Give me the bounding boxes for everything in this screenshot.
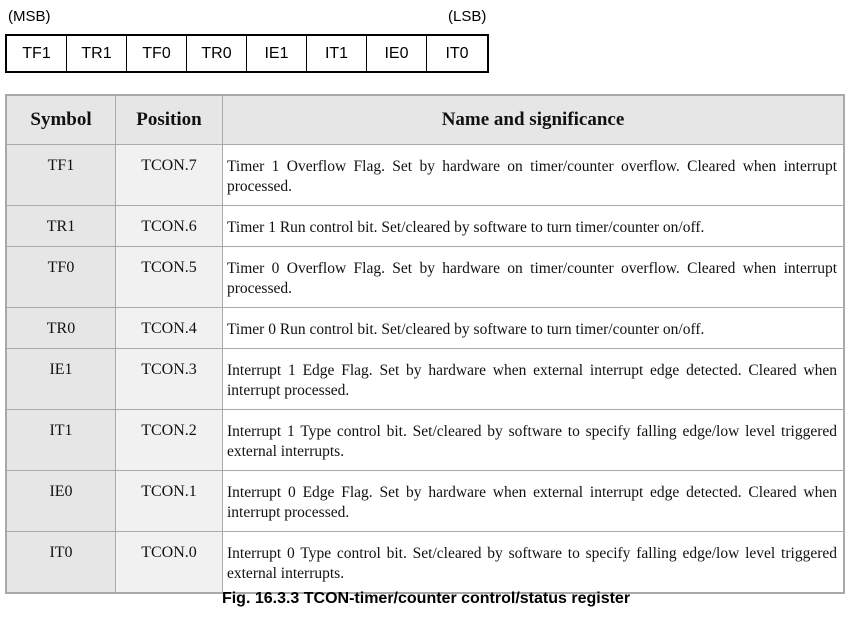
symbol-cell: IT0 <box>6 532 116 594</box>
table-row <box>6 206 844 247</box>
symbol-cell: IE0 <box>6 471 116 532</box>
bit-cell-it1: IT1 <box>307 36 367 71</box>
header-name-significance: Name and significance <box>223 95 845 145</box>
description-cell: Timer 0 Overflow Flag. Set by hardware on timer/counter overflow. Cleared when interrupt processed. <box>223 247 845 308</box>
symbol-cell: TR0 <box>6 308 116 349</box>
description-cell: Interrupt 1 Edge Flag. Set by hardware when external interrupt edge detected. Cleared when interrupt processed. <box>223 349 845 410</box>
tcon-bit-table <box>5 94 845 594</box>
position-cell: TCON.3 <box>116 349 223 410</box>
symbol-cell: TR1 <box>6 206 116 247</box>
table-header-row <box>6 95 844 145</box>
lsb-label: (LSB) <box>448 8 487 25</box>
symbol-cell: IE1 <box>6 349 116 410</box>
table-row <box>6 410 844 471</box>
header-symbol: Symbol <box>6 95 116 145</box>
position-cell: TCON.7 <box>116 145 223 206</box>
position-cell: TCON.0 <box>116 532 223 594</box>
position-cell: TCON.1 <box>116 471 223 532</box>
description-cell: Timer 0 Run control bit. Set/cleared by software to turn timer/counter on/off. <box>223 308 845 349</box>
description-cell: Interrupt 0 Type control bit. Set/cleared by software to specify falling edge/low level triggered external interrupts. <box>223 532 845 594</box>
bit-cell-ie1: IE1 <box>247 36 307 71</box>
bit-cell-it0: IT0 <box>445 44 469 62</box>
bit-cell-tf0: TF0 <box>127 36 187 71</box>
bit-cell-tr1: TR1 <box>67 36 127 71</box>
bit-cell-tf1: TF1 <box>7 36 67 71</box>
position-cell: TCON.5 <box>116 247 223 308</box>
table-row <box>6 247 844 308</box>
description-cell: Interrupt 1 Type control bit. Set/cleared by software to specify falling edge/low level triggered external interrupts. <box>223 410 845 471</box>
header-position: Position <box>116 95 223 145</box>
table-row <box>6 349 844 410</box>
position-cell: TCON.4 <box>116 308 223 349</box>
description-cell: Timer 1 Overflow Flag. Set by hardware on timer/counter overflow. Cleared when interrupt processed. <box>223 145 845 206</box>
figure-caption: Fig. 16.3.3 TCON-timer/counter control/status register <box>221 590 631 607</box>
position-cell: TCON.2 <box>116 410 223 471</box>
description-cell: Timer 1 Run control bit. Set/cleared by software to turn timer/counter on/off. <box>223 206 845 247</box>
table-row <box>6 471 844 532</box>
table-row <box>6 532 844 594</box>
table-row <box>6 308 844 349</box>
bit-cell-tr0: TR0 <box>187 36 247 71</box>
symbol-cell: TF0 <box>6 247 116 308</box>
symbol-cell: IT1 <box>6 410 116 471</box>
bit-cell-ie0: IE0 <box>367 36 427 71</box>
table-row <box>6 145 844 206</box>
symbol-cell: TF1 <box>6 145 116 206</box>
msb-label: (MSB) <box>8 8 51 25</box>
position-cell: TCON.6 <box>116 206 223 247</box>
description-cell: Interrupt 0 Edge Flag. Set by hardware when external interrupt edge detected. Cleared when interrupt processed. <box>223 471 845 532</box>
register-bit-row <box>5 34 489 73</box>
